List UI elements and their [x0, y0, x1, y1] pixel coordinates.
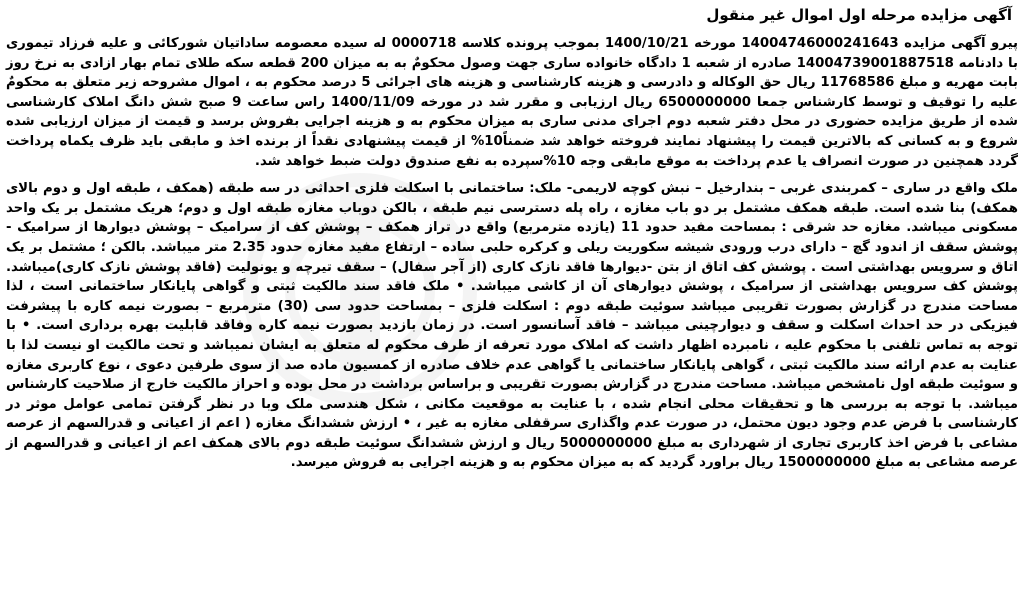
notice-document	[6, 4, 1018, 481]
notice-paragraph-2: ملک واقع در ساری – کمربندی غربی – بندارخیل – نبش کوچه لاریمی- ملک: ساختمانی با اسکلت فلزی احداثی در سه طبقه (همکف ، طبقه اول و دوم بالای همکف) بنا شده است. طبقه همکف مشتمل بر دو باب مغازه ، راه پله دسترسی نیم طبقه ، بالکن دوباب مغازه طبقه اول و دوم؛ هریک مشتمل بر یک واحد مسکونی میباشد. مغازه حد شرقی : بمساحت مفید حدود 11 (یازده مترمربع) واقع در تراز همکف – پوشش کف از سرامیک – پوشش دیوارها از سرامیک - پوشش سقف از اندود گچ – دارای درب ورودی شیشه سکوریت ریلی و کرکره حلبی ساده – ارتفاع مفید مغازه حدود 2.35 متر میباشد. بالکن ؛ مشتمل بر یک اتاق و سرویس بهداشتی است . پوشش کف اتاق از بتن -دیوارها فاقد نازک کاری (از آجر سفال) – سقف تیرچه و یونولیت (فاقد پوشش نازک کاری)میباشد. پوشش کف سرویس بهداشتی از سرامیک ، پوشش دیوارهای آن از کاشی میباشد. • ملک فاقد سند مالکیت ثبتی و گواهی پایانکار ساختمانی است ، لذا مساحت مندرج در گزارش بصورت تقریبی میباشد سوئیت طبقه دوم : اسکلت فلزی – بمساحت حدود سی (30) مترمربع – بصورت نیمه کاره با پیشرفت فیزیکی در حد احداث اسکلت و سقف و دیوارچینی میباشد – فاقد آسانسور است. در زمان بازدید بصورت نیمه کاره وفاقد قابلیت بهره برداری است. • با توجه به تماس تلفنی با محکوم علیه ، نامبرده اظهار داشت که املاک مورد تعرفه از طرف محکوم له متعلق به ایشان نمیباشد و تحت مالکیت او نیست لذا با عنایت به عدم ارائه سند مالکیت ثبتی ، گواهی پایانکار ساختمانی یا گواهی عدم خلاف صادره از کمسیون ماده صد از سوی طرفین دعوی ، نوع کاربری مغازه و سوئیت طبقه اول نامشخص میباشد. مساحت مندرج در گزارش بصورت تقریبی و براساس برداشت در محل بوده و احراز مالکیت خارج از صلاحیت کارشناس میباشد. با توجه به بررسی ها و تحقیقات محلی انجام شده ، با عنایت به موقعیت مکانی ، شکل هندسی ملک وبا در نظر گرفتن تمامی عوامل موثر در کارشناسی با فرض عدم وجود دیون محتمل، در صورت عدم واگذاری سرقفلی مغازه به غیر ، • ارزش ششدانگ مغازه ( اعم از اعیانی و قدرالسهم از عرصه مشاعی با فرض اخذ کاربری تجاری از شهرداری به مبلغ 5000000000 ریال و ارزش ششدانگ سوئیت طبقه دوم بالای همکف اعم از اعیانی و قدرالسهم از عرصه مشاعی به مبلغ 1500000000 ریال براورد گردید که به میزان محکوم به و هزینه اجرایی به فروش میرسد.	[6, 181, 1018, 471]
notice-paragraph-1: پیرو آگهی مزایده 14004746000241643 مورخه 1400/10/21 بموجب پرونده کلاسه 0000718 له سیده معصومه ساداتیان شورکائی و علیه فرزاد تیموری با دادنامه 14004739001887518 صادره از شعبه 1 دادگاه خانواده ساری جهت وصول محکومٌ به به میزان 200 قطعه سکه طلای تمام بهار ازادی به نرخ روز بابت مهریه و مبلغ 11768586 ریال حق الوکاله و دادرسی و هزینه کارشناسی و هزینه های اجرائی 5 درصد محکوم به ، اموال مشروحه زیر متعلق به محکومٌ علیه را توقیف و توسط کارشناس جمعا 6500000000 ریال ارزیابی و مقرر شد در مورخه 1400/11/09 راس ساعت 9 صبح شش دانگ املاک کارشناسی شده از طریق مزایده حضوری در محل دفتر شعبه دوم اجرای مدنی ساری به میزان محکوم به و هزینه اجرایی بفروش برسد و قیمت از میزان ارزیابی شده شروع و به کسانی که بالاترین قیمت را پیشنهاد نمایند فروخته خواهد شد ضمناً10% از قیمت پیشنهادی نقداً از برنده اخذ و مابقی باید ظرف یکماه پرداخت گردد همچنین در صورت انصراف یا عدم پرداخت به موقع مابقی وجه 10%سپرده به نفع صندوق دولت ضبط خواهد شد.	[6, 36, 1018, 169]
notice-title: آگهی مزایده مرحله اول اموال غیر منقول	[706, 6, 1012, 24]
